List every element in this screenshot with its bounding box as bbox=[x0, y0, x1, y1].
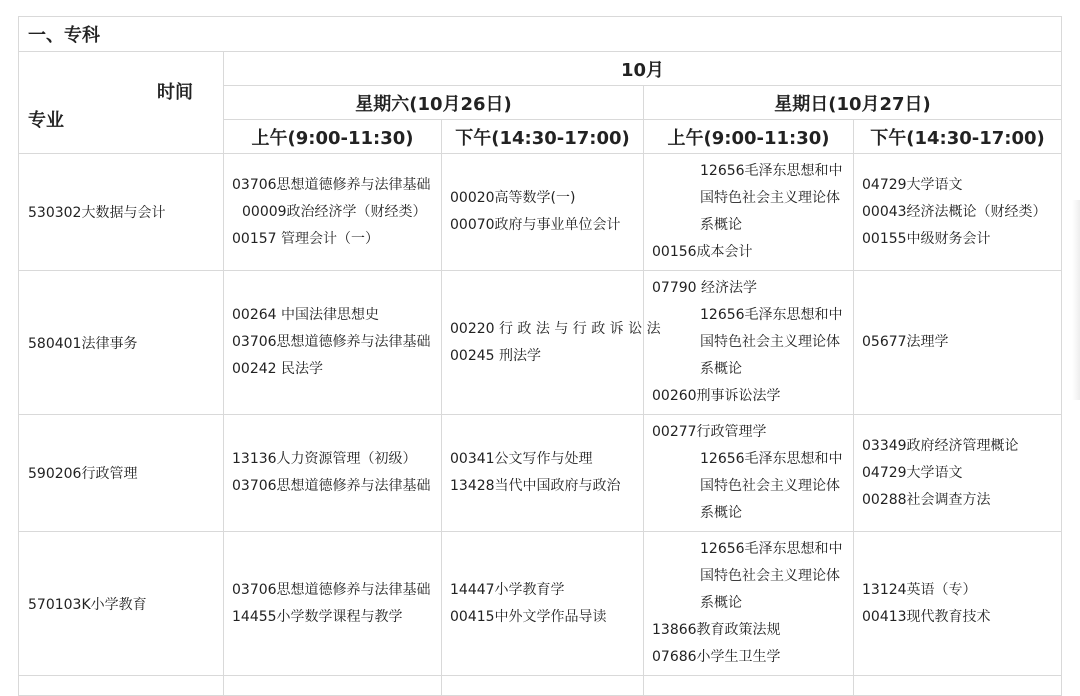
course-item: 00245 刑法学 bbox=[450, 347, 541, 364]
course-item: 00288社会调查方法 bbox=[862, 491, 991, 508]
course-item: 12656毛泽东思想和中 bbox=[700, 451, 843, 467]
course-item: 00341公文写作与处理 bbox=[450, 451, 593, 467]
course-item: 12656毛泽东思想和中 bbox=[700, 541, 843, 557]
exam-cell-sat-pm bbox=[442, 154, 644, 271]
course-item: 00260刑事诉讼法学 bbox=[652, 388, 781, 404]
course-item: 03349政府经济管理概论 bbox=[862, 437, 1019, 454]
course-item: 00413现代教育技术 bbox=[862, 608, 991, 625]
course-item: 14447小学教育学 bbox=[450, 581, 565, 598]
empty-cell bbox=[19, 676, 224, 696]
empty-cell bbox=[854, 676, 1062, 696]
section-title: 一、专科 bbox=[19, 17, 1062, 52]
session-header-sun-pm: 下午(14:30-17:00) bbox=[854, 120, 1062, 154]
session-header-sat-pm: 下午(14:30-17:00) bbox=[442, 120, 644, 154]
time-label: 时间 bbox=[157, 82, 193, 103]
day-header-saturday: 星期六(10月26日) bbox=[224, 86, 644, 120]
corner-header bbox=[19, 52, 224, 154]
exam-cell-sat-am bbox=[224, 154, 442, 271]
exam-cell-sun-pm bbox=[854, 415, 1062, 532]
course-item: 00415中外文学作品导读 bbox=[450, 608, 607, 625]
course-item: 00157 管理会计（一） bbox=[232, 230, 379, 247]
exam-cell-sun-am bbox=[644, 271, 854, 415]
exam-schedule bbox=[18, 16, 1061, 696]
exam-cell-sat-am bbox=[224, 532, 442, 676]
course-item: 07686小学生卫生学 bbox=[652, 649, 781, 665]
table-row bbox=[19, 271, 1062, 415]
major-name: 530302大数据与会计 bbox=[19, 154, 224, 271]
month-header: 10月 bbox=[224, 52, 1062, 86]
exam-cell-sat-pm bbox=[442, 415, 644, 532]
empty-cell bbox=[644, 676, 854, 696]
exam-cell-sat-pm bbox=[442, 532, 644, 676]
course-item: 系概论 bbox=[700, 505, 742, 521]
course-item: 04729大学语文 bbox=[862, 176, 963, 193]
schedule-table bbox=[18, 16, 1062, 696]
session-header-sat-am: 上午(9:00-11:30) bbox=[224, 120, 442, 154]
course-item: 国特色社会主义理论体 bbox=[700, 478, 840, 494]
major-name: 580401法律事务 bbox=[19, 271, 224, 415]
major-label: 专业 bbox=[28, 110, 64, 131]
course-item: 03706思想道德修养与法律基础 bbox=[232, 334, 431, 350]
course-item: 00155中级财务会计 bbox=[862, 230, 991, 247]
course-item: 00220 行 政 法 与 行 政 诉 讼 法 bbox=[450, 320, 661, 337]
major-name: 590206行政管理 bbox=[19, 415, 224, 532]
course-item: 13124英语（专） bbox=[862, 581, 977, 598]
course-item: 00070政府与事业单位会计 bbox=[450, 217, 621, 233]
course-item: 00043经济法概论（财经类） bbox=[862, 203, 1047, 220]
exam-cell-sun-am bbox=[644, 532, 854, 676]
empty-cell bbox=[442, 676, 644, 696]
course-item: 00020高等数学(一) bbox=[450, 190, 576, 206]
exam-cell-sun-am bbox=[644, 154, 854, 271]
course-item: 14455小学数学课程与教学 bbox=[232, 608, 403, 625]
course-item: 国特色社会主义理论体 bbox=[700, 190, 840, 206]
course-item: 04729大学语文 bbox=[862, 464, 963, 481]
course-item: 12656毛泽东思想和中 bbox=[700, 307, 843, 323]
course-item: 13866教育政策法规 bbox=[652, 622, 781, 638]
day-header-sunday: 星期日(10月27日) bbox=[644, 86, 1062, 120]
major-name: 570103K小学教育 bbox=[19, 532, 224, 676]
course-item: 00009政治经济学（财经类） bbox=[242, 203, 427, 220]
course-item: 00156成本会计 bbox=[652, 244, 753, 260]
table-row bbox=[19, 154, 1062, 271]
exam-cell-sun-pm bbox=[854, 271, 1062, 415]
course-item: 00277行政管理学 bbox=[652, 424, 767, 440]
course-item: 12656毛泽东思想和中 bbox=[700, 163, 843, 179]
table-row bbox=[19, 676, 1062, 696]
course-item: 国特色社会主义理论体 bbox=[700, 568, 840, 584]
course-item: 00242 民法学 bbox=[232, 361, 323, 377]
exam-cell-sat-pm bbox=[442, 271, 661, 415]
exam-cell-sat-am bbox=[224, 271, 442, 415]
course-item: 13136人力资源管理（初级） bbox=[232, 451, 417, 467]
exam-cell-sun-pm bbox=[854, 532, 1062, 676]
table-row bbox=[19, 532, 1062, 676]
course-item: 国特色社会主义理论体 bbox=[700, 334, 840, 350]
course-item: 系概论 bbox=[700, 217, 742, 233]
course-item: 05677法理学 bbox=[862, 334, 949, 350]
course-item: 00264 中国法律思想史 bbox=[232, 307, 379, 323]
exam-cell-sat-am bbox=[224, 415, 442, 532]
course-item: 13428当代中国政府与政治 bbox=[450, 478, 621, 494]
course-item: 03706思想道德修养与法律基础 bbox=[232, 581, 431, 598]
course-item: 03706思想道德修养与法律基础 bbox=[232, 176, 431, 193]
course-item: 07790 经济法学 bbox=[652, 280, 757, 296]
course-item: 系概论 bbox=[700, 595, 742, 611]
empty-cell bbox=[224, 676, 442, 696]
table-row bbox=[19, 415, 1062, 532]
session-header-sun-am: 上午(9:00-11:30) bbox=[644, 120, 854, 154]
exam-cell-sun-pm bbox=[854, 154, 1062, 271]
edge-shadow bbox=[1072, 200, 1080, 400]
exam-cell-sun-am bbox=[644, 415, 854, 532]
course-item: 03706思想道德修养与法律基础 bbox=[232, 478, 431, 494]
course-item: 系概论 bbox=[700, 361, 742, 377]
